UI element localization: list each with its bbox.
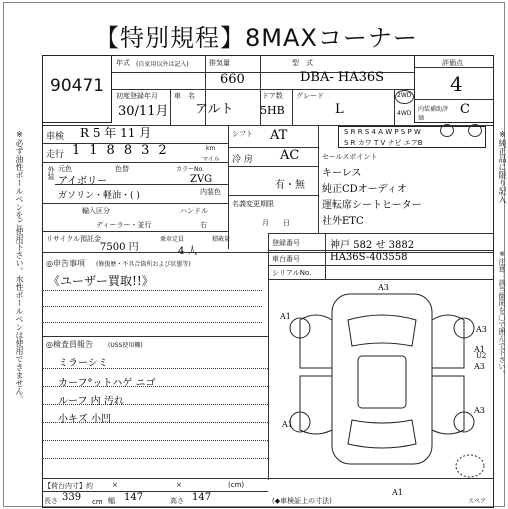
displacement-label: 排気量 xyxy=(209,59,230,67)
damage-mark-left-1: A1 xyxy=(280,312,291,321)
drive-2wd: 2WD xyxy=(397,92,412,99)
left-front-door xyxy=(300,315,332,368)
inspector-line-4: 小キズ 小凹 xyxy=(58,414,111,425)
damage-mark-bottom: A1 xyxy=(392,488,403,497)
mileage-unit-mile: マイル xyxy=(202,156,220,163)
declaration-label: ◎申告事項 xyxy=(46,259,85,268)
declaration-value: 《ユーザー買取!!》 xyxy=(48,274,154,288)
meibetsu-label: 名義変更期限 xyxy=(232,200,274,208)
damage-mark-right-4: A3 xyxy=(474,406,485,415)
right-front-door xyxy=(432,315,464,368)
damage-mark-bottom-left: A1 xyxy=(282,420,293,429)
car-body-outline xyxy=(332,294,432,464)
cargo-unit: (cm) xyxy=(228,481,245,489)
inspector-line-3: ルーフ 内 汚れ xyxy=(58,396,124,407)
damage-mark-right-3: A3 xyxy=(474,362,485,371)
color-label: 色替 xyxy=(115,165,129,173)
car-name-value: アルト xyxy=(195,102,234,117)
equipment-header: S R R S 4 A W P S P W xyxy=(344,128,421,136)
sales-point-2: 純正CDオーディオ xyxy=(322,184,407,195)
grade-value: L xyxy=(335,102,344,117)
damage-mark-u2: U2 xyxy=(476,352,487,360)
year-label: 年式 xyxy=(116,59,130,67)
inner-color-label: 内装色 xyxy=(200,188,221,196)
shift-label: シフト xyxy=(232,130,253,138)
windshield xyxy=(348,315,416,346)
mileage-unit-km: km xyxy=(206,145,216,152)
load-label: 積載量 xyxy=(212,236,231,243)
doors-value: 5HB xyxy=(260,104,285,117)
damage-mark-right-1: A3 xyxy=(476,325,487,334)
meibetsu-unit: 月日 xyxy=(262,219,304,227)
inspection-value: R 5 年 11 月 xyxy=(80,126,152,140)
cargo-width: 147 xyxy=(124,492,144,503)
inspector-label: ◎検査員報告 xyxy=(46,340,93,349)
registration-value: 神戸 582 せ 3882 xyxy=(330,240,415,251)
sales-point-4: 社外ETC xyxy=(322,216,364,227)
equipment-header-2: S R カワ T V ナビ エアB xyxy=(344,139,423,147)
chassis-label: 車台番号 xyxy=(272,255,300,263)
cargo-height-label: 高さ xyxy=(170,497,184,505)
handle-value: 右 xyxy=(200,221,207,229)
score-label: 評価点 xyxy=(442,59,463,67)
first-reg-value: 30/11月 xyxy=(118,104,169,119)
interior-label: 内装補助評価 xyxy=(418,106,449,122)
serial-label: シリアルNo. xyxy=(272,269,312,277)
side-note-right: ※純正品に限り記入 xyxy=(498,130,507,203)
cargo-height: 147 xyxy=(192,492,212,503)
import-label: 輸入区分 xyxy=(82,207,110,215)
inspector-line-1: ミラーシミ xyxy=(58,358,108,369)
spare-label: スペア xyxy=(468,498,487,505)
grade-label: グレード xyxy=(296,92,324,100)
side-note-left: ※必ず油性ボールペンをご使用下さい。水性ボールペンは使用できません。 xyxy=(15,130,24,403)
interior-value: C xyxy=(460,102,470,117)
doors-label: ドア数 xyxy=(262,92,283,100)
cargo-length: 339 xyxy=(62,492,82,503)
cargo-width-label: 幅 xyxy=(108,497,115,505)
cargo-x2: × xyxy=(176,481,182,489)
model-value: DBA- HA36S xyxy=(300,70,385,85)
cargo-length-label: 長さ xyxy=(44,497,58,505)
ac-value: AC xyxy=(280,148,300,163)
shift-value: AT xyxy=(270,128,288,143)
rear-window xyxy=(348,420,416,448)
cargo-x1: × xyxy=(112,481,118,489)
lot-number: 90471 xyxy=(50,76,105,96)
inspection-label: 車検 xyxy=(46,132,65,142)
recycle-value: 7500 円 xyxy=(100,242,139,253)
mileage-value: 118832 xyxy=(72,143,176,158)
cargo-note: (◆車検証上の寸法) xyxy=(272,497,332,505)
mileage-label: 走行 xyxy=(46,150,65,160)
color-orig-value: アイボリー xyxy=(58,176,108,187)
cargo-unit-cm: cm xyxy=(92,498,103,506)
roof xyxy=(358,356,406,408)
first-reg-label: 初度登録年月 xyxy=(116,92,158,100)
capacity-value: 4 人 xyxy=(178,246,198,257)
drive-4wd: 4WD xyxy=(397,110,412,117)
handle-label: ハンドル xyxy=(180,207,208,215)
declaration-note: (修復歴・不具合箇所および状態等) xyxy=(96,261,191,268)
color-no-value: ZVG xyxy=(190,174,213,185)
chassis-value: HA36S-403558 xyxy=(330,252,408,263)
page-title: 【特別規程】8MAXコーナー xyxy=(95,24,418,52)
inspector-line-2: カーフ°ットハゲ ニゴ xyxy=(58,378,156,389)
import-value: ディーラー・並行 xyxy=(96,221,152,229)
spare-tire xyxy=(456,455,484,477)
recycle-label: リサイクル預託金 xyxy=(46,235,102,243)
pw-circle xyxy=(468,124,482,137)
ac-label: 冷 房 xyxy=(232,155,253,165)
year-note: (自家用以外は記入) xyxy=(136,61,189,68)
exterior-label: 外装 xyxy=(47,166,55,180)
capacity-label: 乗車定員 xyxy=(160,236,185,243)
cargo-label: 【荷台内寸】約 xyxy=(44,482,93,490)
side-note-right-2: ※注意：該当箇所を〇で囲んで下さい。 xyxy=(498,250,506,377)
car-damage-diagram xyxy=(270,280,494,478)
displacement-value: 660 xyxy=(220,72,245,87)
score-value: 4 xyxy=(450,72,463,96)
registration-label: 登録番号 xyxy=(272,239,300,247)
left-rear-door xyxy=(300,376,332,434)
ps-circle xyxy=(440,124,454,137)
yes-no-label: 有・無 xyxy=(275,180,305,191)
car-name-label: 車 名 xyxy=(174,92,195,100)
damage-mark-right-2: A1 xyxy=(474,345,485,354)
sales-point-3: 運転席シートヒーター xyxy=(322,200,422,211)
sales-point-1: キーレス xyxy=(322,168,362,179)
fuel-value: ガソリン・軽油・( ) xyxy=(58,191,140,201)
color-no-label: カラーNo. xyxy=(176,166,204,173)
damage-mark-top: A3 xyxy=(378,283,389,292)
sales-points-label: セールスポイント xyxy=(322,153,378,161)
model-label: 型 式 xyxy=(292,59,313,67)
right-rear-door xyxy=(432,376,464,434)
color-orig-label: 元色 xyxy=(58,165,72,173)
inspector-note: (USS使用欄) xyxy=(108,342,143,349)
